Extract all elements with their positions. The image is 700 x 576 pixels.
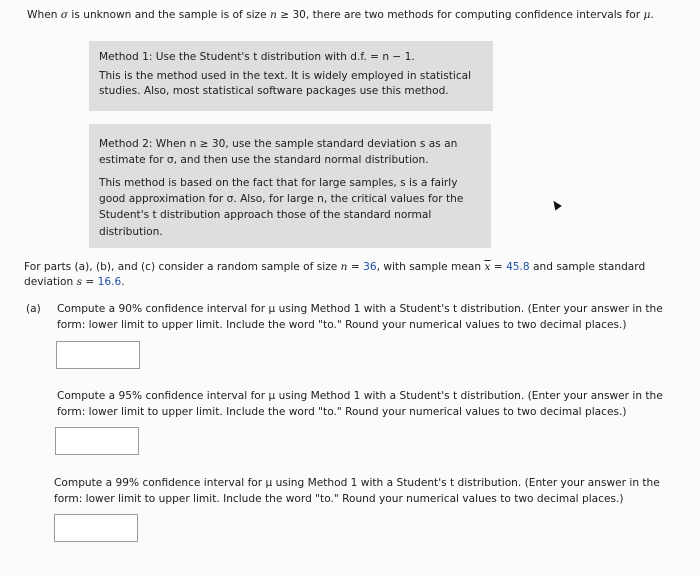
method-2-title: Method 2: When n ≥ 30, use the sample standard deviation s as an — [99, 138, 458, 150]
parts-intro-text: deviation — [24, 276, 77, 288]
intro-part: . — [650, 9, 654, 21]
method-2-desc-line: good approximation for σ. Also, for large n, the critical values for the — [99, 193, 464, 205]
mouse-cursor-icon — [550, 199, 562, 211]
method-1-desc-line: studies. Also, most statistical software packages use this method. — [99, 85, 449, 97]
parts-intro — [24, 260, 688, 290]
method-2-desc-line: distribution. — [99, 226, 163, 238]
intro-part: When — [27, 9, 61, 21]
n-value: 36 — [363, 261, 377, 273]
xbar-symbol: $\overline{x}$ — [484, 261, 491, 273]
equals: = — [82, 276, 98, 288]
method-1-box — [89, 41, 493, 111]
question-95-line-2: form: lower limit to upper limit. Include the word "to." Round your numerical values to two decimal places.) — [57, 406, 627, 418]
method-2-box — [89, 124, 491, 248]
answer-99-input[interactable] — [54, 514, 138, 542]
method-1-desc-line: This is the method used in the text. It is widely employed in statistical — [99, 70, 472, 82]
answer-95-input[interactable] — [55, 427, 139, 455]
parts-intro-text: and sample standard — [529, 261, 646, 273]
parts-intro-line-2 — [24, 275, 688, 290]
n-symbol: n — [340, 261, 348, 273]
equals: = — [490, 261, 507, 273]
question-99-line-1: Compute a 99% confidence interval for μ using Method 1 with a Student's t distribution. (Enter your answer in the — [54, 477, 660, 489]
method-1-title: Method 1: Use the Student's t distribution with d.f. = n − 1. — [99, 51, 415, 63]
parts-intro-text: . — [121, 276, 125, 288]
question-99-line-2: form: lower limit to upper limit. Include the word "to." Round your numerical values to two decimal places.) — [54, 493, 624, 505]
intro-part: ≥ 30, there are two methods for computing confidence intervals for — [276, 9, 644, 21]
equals: = — [347, 261, 364, 273]
s-symbol: s — [76, 276, 83, 288]
intro-part: is unknown and the sample is of size — [68, 9, 270, 21]
mu-symbol: μ — [643, 9, 651, 21]
s-value: 16.6 — [97, 276, 122, 288]
method-2-title-line: estimate for σ, and then use the standard normal distribution. — [99, 154, 429, 166]
n-symbol: n — [270, 9, 277, 21]
parts-intro-text: For parts (a), (b), and (c) consider a random sample of size — [24, 261, 341, 273]
part-a-label: (a) — [26, 303, 41, 315]
question-90-line-2: form: lower limit to upper limit. Include the word "to." Round your numerical values to two decimal places.) — [57, 319, 627, 331]
parts-intro-line-1 — [24, 260, 688, 275]
sigma-symbol: σ — [60, 9, 69, 21]
question-90-line-1: Compute a 90% confidence interval for μ using Method 1 with a Student's t distribution. (Enter your answer in the — [57, 303, 663, 315]
answer-90-input[interactable] — [56, 341, 140, 369]
intro-text — [27, 8, 692, 23]
parts-intro-text: , with sample mean — [376, 261, 485, 273]
method-2-desc-line: This method is based on the fact that for large samples, s is a fairly — [99, 177, 458, 189]
xbar-value: 45.8 — [506, 261, 530, 273]
question-95-line-1: Compute a 95% confidence interval for μ using Method 1 with a Student's t distribution. (Enter your answer in the — [57, 390, 663, 402]
method-2-desc-line: Student's t distribution approach those of the standard normal — [99, 209, 432, 221]
